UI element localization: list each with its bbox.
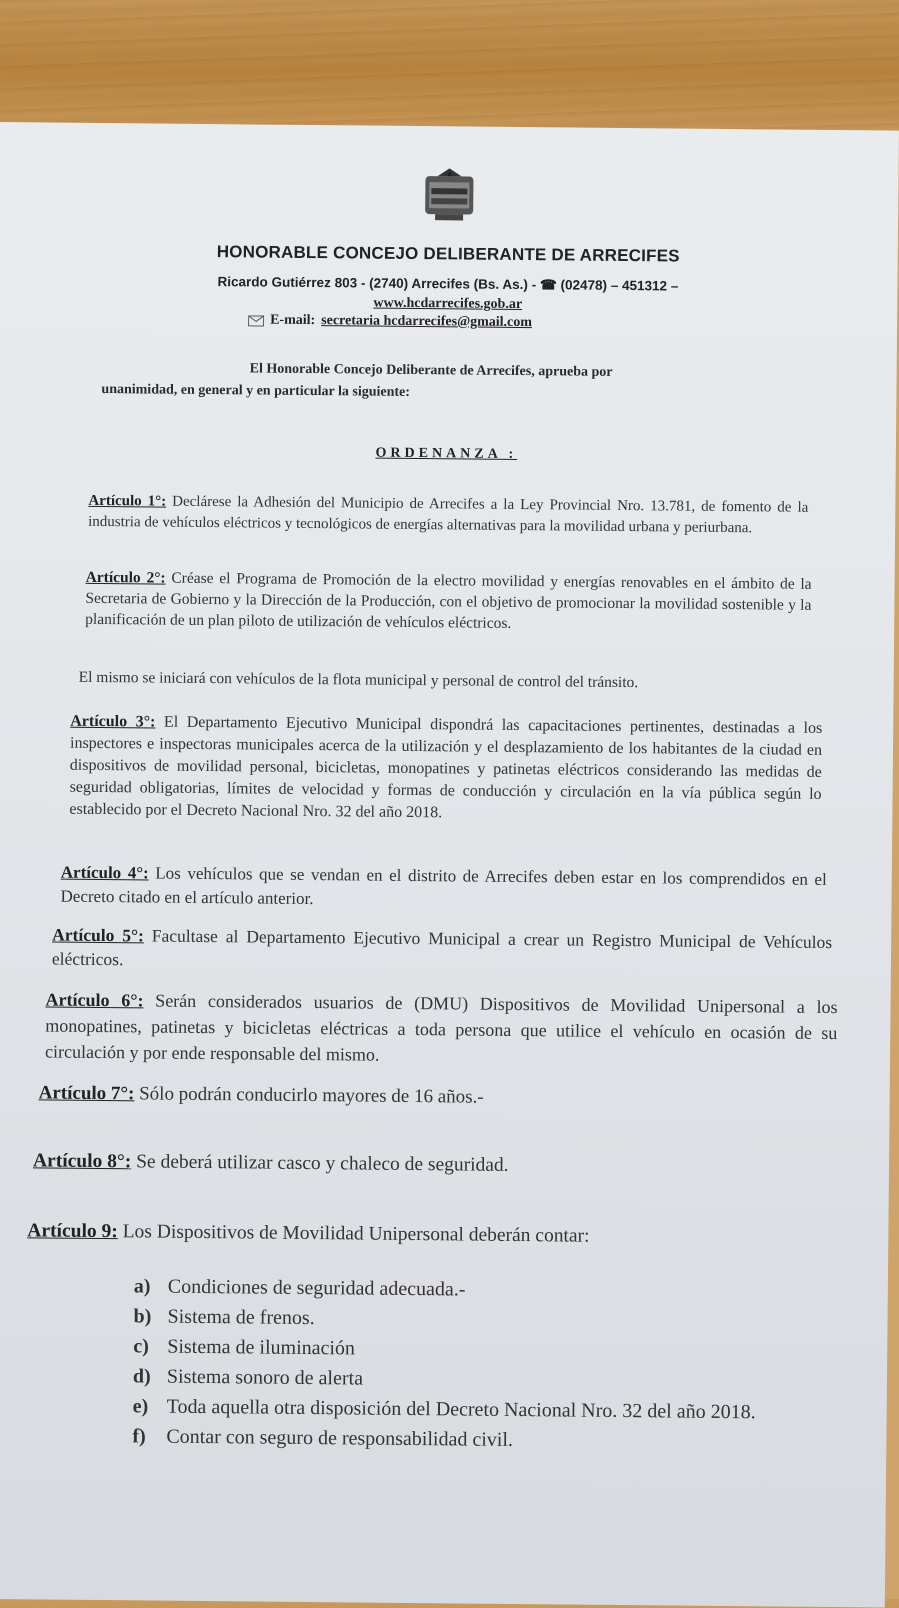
article-8 <box>33 1148 833 1182</box>
article-5 <box>52 923 832 978</box>
institution-address: Ricardo Gutiérrez 803 - (2740) Arrecifes (Bs. As.) - ☎ (02478) – 451312 – <box>217 274 679 294</box>
institution-title: HONORABLE CONCEJO DELIBERANTE DE ARRECIFES <box>216 242 680 266</box>
list-text: Sistema de frenos. <box>167 1305 315 1330</box>
article-label: Artículo 6°: <box>45 989 144 1011</box>
email-value: secretaria hcdarrecifes@gmail.com <box>321 313 533 331</box>
article-label: Artículo 4°: <box>60 862 149 883</box>
requirements-list <box>132 1271 854 1458</box>
article-text: Los Dispositivos de Movilidad Unipersonal deberán contar: <box>117 1221 590 1247</box>
article-text: Créase el Programa de Promoción de la electro movilidad y energías renovables en el ámbito de la Secretaria de Gobierno y la Dirección de la Producción, con el objetivo de promocionar la movilidad sostenible y la planificación de un plan piloto de utilización de vehículos eléctricos. <box>85 569 812 632</box>
email-label: E-mail: <box>270 312 316 329</box>
article-label: Artículo 8°: <box>32 1150 132 1173</box>
list-letter: e) <box>132 1395 149 1418</box>
intro-line-2: unanimidad, en general y en particular la siguiente: <box>101 381 411 400</box>
article-9 <box>27 1218 827 1252</box>
intro-line-1: El Honorable Concejo Deliberante de Arrecifes, aprueba por <box>249 361 613 380</box>
article-text: Declárese la Adhesión del Municipio de Arrecifes a la Ley Provincial Nro. 13.781, de fomento de la industria de vehículos eléctricos y tecnológicos de energías alternativas para la movilidad urbana y periurbana. <box>88 493 809 537</box>
list-letter: d) <box>132 1365 151 1388</box>
article-label: Artículo 3°: <box>70 712 156 731</box>
envelope-icon <box>248 315 264 326</box>
institution-email <box>248 312 668 332</box>
article-text: Sólo podrán conducirlo mayores de 16 años.- <box>134 1083 484 1108</box>
wooden-table-background <box>0 0 899 135</box>
list-text: Sistema sonoro de alerta <box>166 1365 364 1390</box>
article-text: Se deberá utilizar casco y chaleco de seguridad. <box>131 1151 509 1176</box>
article-4 <box>60 861 826 916</box>
ordenanza-title: ORDENANZA : <box>375 445 518 462</box>
list-text: Contar con seguro de responsabilidad civil. <box>166 1425 514 1451</box>
article-text: Facultase al Departamento Ejecutivo Municipal a crear un Registro Municipal de Vehículos eléctricos. <box>51 925 833 970</box>
list-letter: a) <box>133 1275 151 1298</box>
article-label: Artículo 5°: <box>52 924 144 946</box>
article-text: Los vehículos que se vendan en el distrito de Arrecifes deben estar en los comprendidos en el Decreto citado en el artículo anterior. <box>60 863 827 909</box>
article-text: El Departamento Ejecutivo Municipal dispondrá las capacitaciones pertinentes, destinadas a los inspectores e inspectoras municipales acerca de la utilización y el desplazamiento de los habitantes de la ciudad en dispositivos de movilidad personal, bicicletas, monopatines y patinetas eléctricos considerando las medidas de seguridad obligatorias, límites de velocidad y formas de conducción y circulación en la vía pública según lo establecido por el Decreto Nacional Nro. 32 del año 2018. <box>69 713 823 822</box>
list-text: Toda aquella otra disposición del Decreto Nacional Nro. 32 del año 2018. <box>166 1395 756 1424</box>
article-1 <box>88 491 808 540</box>
article-label: Artículo 7°: <box>38 1082 135 1105</box>
article-6 <box>45 986 838 1072</box>
document-page <box>0 122 899 1608</box>
list-text: Sistema de iluminación <box>167 1335 356 1360</box>
article-label: Artículo 1°: <box>88 492 167 510</box>
institution-website: www.hcdarrecifes.gob.ar <box>373 295 523 313</box>
article-2-extra: El mismo se iniciará con vehículos de la flota municipal y personal de control del tránsito. <box>78 668 639 692</box>
municipal-crest-icon <box>417 166 482 227</box>
list-letter: b) <box>133 1305 152 1328</box>
article-label: Artículo 9: <box>27 1220 118 1243</box>
article-7 <box>39 1080 839 1114</box>
article-text: Serán considerados usuarios de (DMU) Dispositivos de Movilidad Unipersonal a los monopatines, patinetas y bicicletas eléctricas a toda persona que utilice el vehículo en ocasión de su circulación y por ende responsable del mismo. <box>44 990 838 1065</box>
article-3 <box>69 711 822 828</box>
list-text: Condiciones de seguridad adecuada.- <box>167 1275 466 1301</box>
list-letter: c) <box>133 1335 149 1358</box>
article-label: Artículo 2°: <box>85 568 166 587</box>
intro-paragraph <box>101 357 791 408</box>
article-2 <box>85 567 812 637</box>
list-letter: f) <box>132 1425 146 1448</box>
